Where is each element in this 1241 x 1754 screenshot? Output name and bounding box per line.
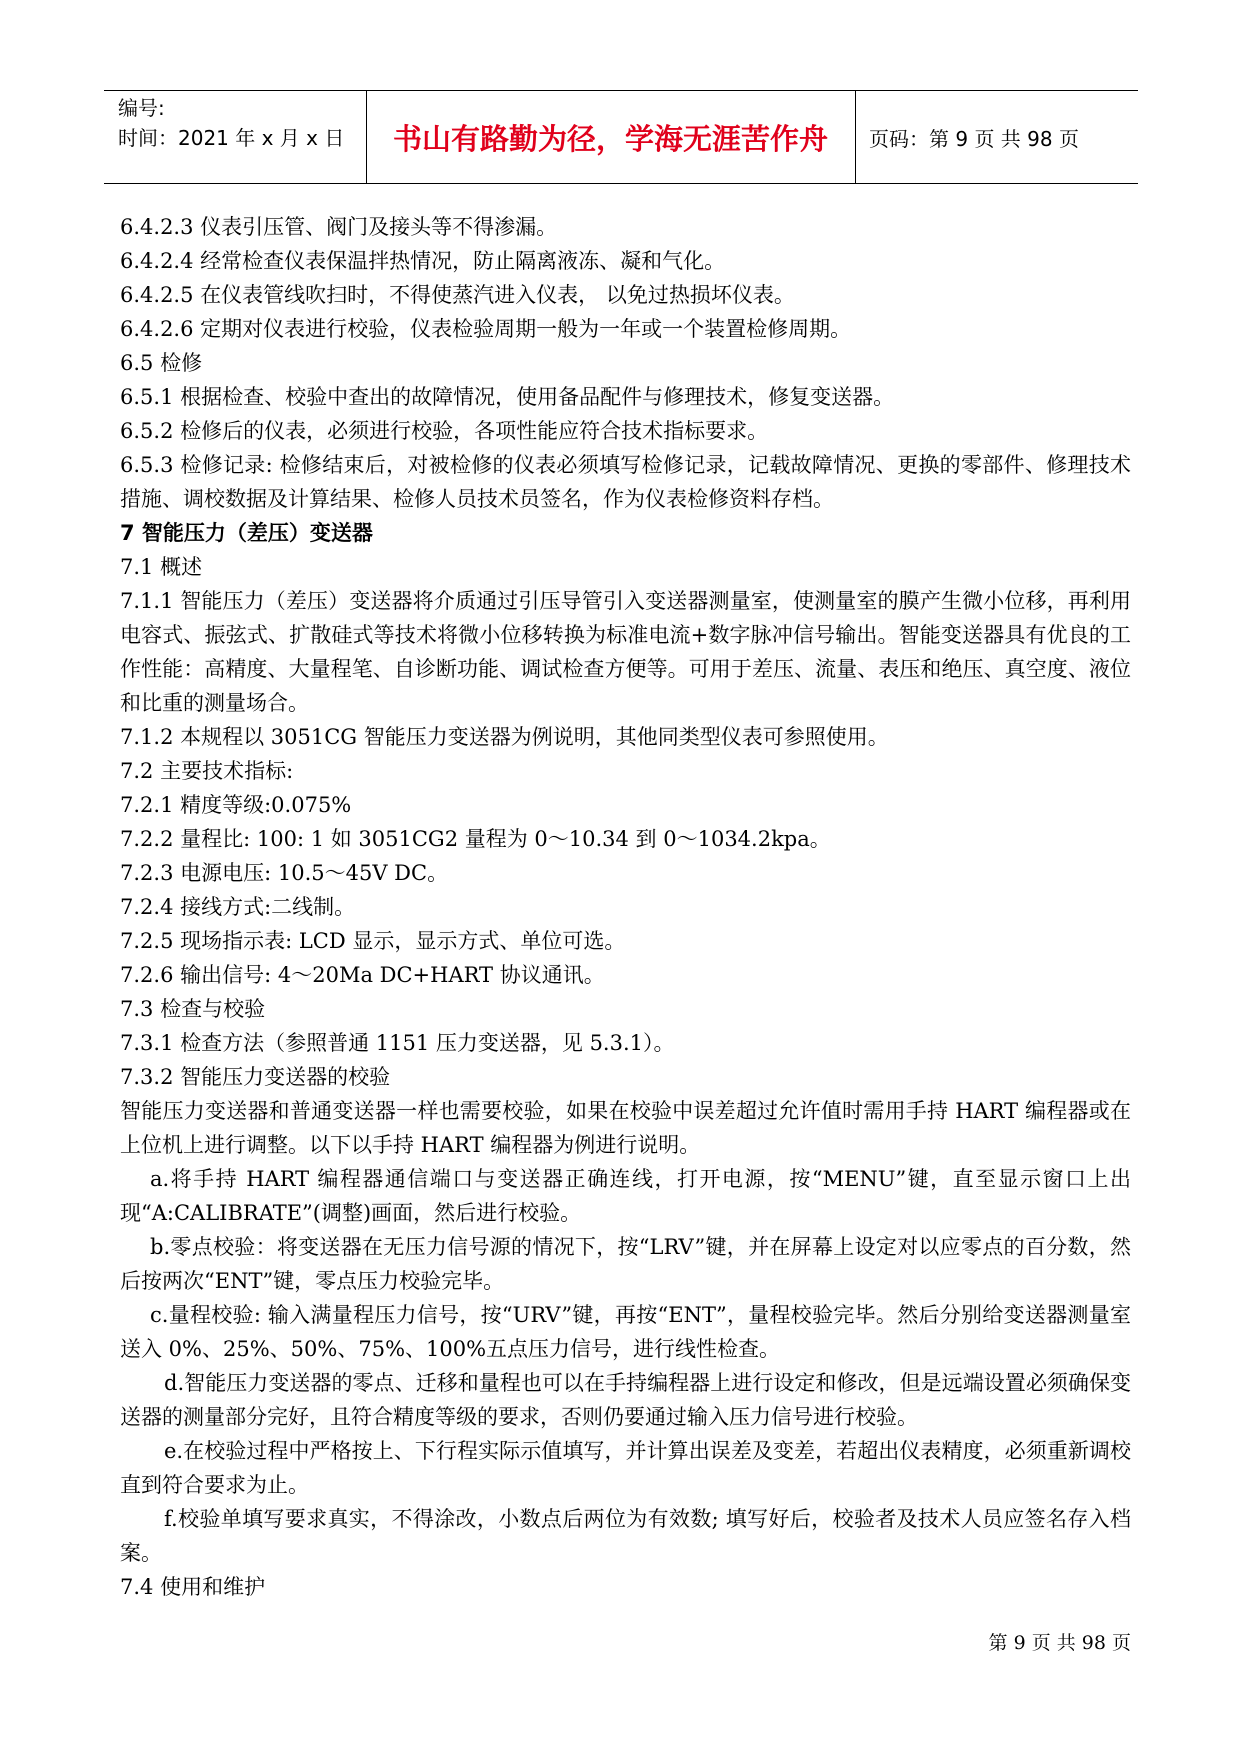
body-paragraph: 7.4 使用和维护: [120, 1575, 266, 1599]
page-header: [104, 90, 1138, 184]
body-paragraph: a.将手持 HART 编程器通信端口与变送器正确连线，打开电源，按“MENU”键，直至显示窗口上出现“A:CALIBRATE”(调整)画面，然后进行校验。: [120, 1167, 1131, 1225]
body-paragraph: 6.5.3 检修记录: 检修结束后，对被检修的仪表必须填写检修记录，记载故障情况、更换的零部件、修理技术措施、调校数据及计算结果、检修人员技术员签名，作为仪表检修资料存档。: [120, 453, 1131, 511]
body-paragraph: 6.5.2 检修后的仪表，必须进行校验，各项性能应符合技术指标要求。: [120, 419, 769, 443]
body-paragraph: 7.2.3 电源电压: 10.5～45V DC。: [120, 861, 449, 885]
body-paragraph: c.量程校验: 输入满量程压力信号，按“URV”键，再按“ENT”，量程校验完毕。然后分别给变送器测量室送入 0%、25%、50%、75%、100%五点压力信号，进行线性检查。: [120, 1303, 1131, 1361]
body-paragraph: 7.2.1 精度等级:0.075%: [120, 793, 352, 817]
body-paragraph: 6.4.2.5 在仪表管线吹扫时，不得使蒸汽进入仪表， 以免过热损坏仪表。: [120, 283, 795, 307]
header-motto: 书山有路勤为径，学海无涯苦作舟: [392, 121, 828, 156]
body-paragraph: 7.1 概述: [120, 555, 203, 579]
body-paragraph: b.零点校验：将变送器在无压力信号源的情况下，按“LRV”键，并在屏幕上设定对以应零点的百分数，然后按两次“ENT”键，零点压力校验完毕。: [120, 1235, 1131, 1293]
document-body: [120, 210, 1131, 1604]
body-paragraph: 7.2.4 接线方式:二线制。: [120, 895, 356, 919]
body-paragraph: 7.2.5 现场指示表: LCD 显示，显示方式、单位可选。: [120, 929, 626, 953]
body-paragraph: 7.2 主要技术指标:: [120, 759, 294, 783]
body-paragraph: f.校验单填写要求真实，不得涂改，小数点后两位为有效数; 填写好后，校验者及技术人员应签名存入档案。: [120, 1507, 1131, 1565]
body-paragraph: 6.5.1 根据检查、校验中查出的故障情况，使用备品配件与修理技术，修复变送器。: [120, 385, 895, 409]
header-page-code: 页码：第 9 页 共 98 页: [869, 126, 1079, 151]
section-heading: 7 智能压力（差压）变送器: [120, 521, 373, 545]
body-paragraph: 6.4.2.3 仪表引压管、阀门及接头等不得渗漏。: [120, 215, 558, 239]
body-paragraph: 智能压力变送器和普通变送器一样也需要校验，如果在校验中误差超过允许值时需用手持 HART 编程器或在上位机上进行调整。以下以手持 HART 编程器为例进行说明。: [120, 1099, 1131, 1157]
doc-number-label: 编号:: [118, 96, 165, 120]
body-paragraph: 7.2.6 输出信号: 4～20Ma DC+HART 协议通讯。: [120, 963, 605, 987]
body-paragraph: 7.1.2 本规程以 3051CG 智能压力变送器为例说明，其他同类型仪表可参照使用。: [120, 725, 889, 749]
header-left-cell: [118, 93, 344, 153]
time-label: 时间：2021 年 x 月 x 日: [118, 126, 345, 150]
body-paragraph: 7.3.1 检查方法（参照普通 1151 压力变送器，见 5.3.1）。: [120, 1031, 675, 1055]
body-paragraph: e.在校验过程中严格按上、下行程实际示值填写，并计算出误差及变差，若超出仪表精度，必须重新调校直到符合要求为止。: [120, 1439, 1131, 1497]
body-paragraph: d.智能压力变送器的零点、迁移和量程也可以在手持编程器上进行设定和修改，但是远端设置必须确保变送器的测量部分完好，且符合精度等级的要求，否则仍要通过输入压力信号进行校验。: [120, 1371, 1131, 1429]
body-paragraph: 6.4.2.4 经常检查仪表保温拌热情况，防止隔离液冻、凝和气化。: [120, 249, 726, 273]
body-paragraph: 6.5 检修: [120, 351, 203, 375]
page-footer: 第 9 页 共 98 页: [988, 1632, 1131, 1654]
body-paragraph: 7.1.1 智能压力（差压）变送器将介质通过引压导管引入变送器测量室，使测量室的膜产生微小位移，再利用电容式、振弦式、扩散硅式等技术将微小位移转换为标准电流+数字脉冲信号输出。智能变送器具有优良的工作性能：高精度、大量程笔、自诊断功能、调试检查方便等。可用于差压、流量、表压和绝压、真空度、液位和比重的测量场合。: [120, 589, 1131, 715]
body-paragraph: 6.4.2.6 定期对仪表进行校验，仪表检验周期一般为一年或一个装置检修周期。: [120, 317, 852, 341]
body-paragraph: 7.2.2 量程比: 100: 1 如 3051CG2 量程为 0～10.34 到 0～1034.2kpa。: [120, 827, 831, 851]
body-paragraph: 7.3 检查与校验: [120, 997, 266, 1021]
body-paragraph: 7.3.2 智能压力变送器的校验: [120, 1065, 391, 1089]
